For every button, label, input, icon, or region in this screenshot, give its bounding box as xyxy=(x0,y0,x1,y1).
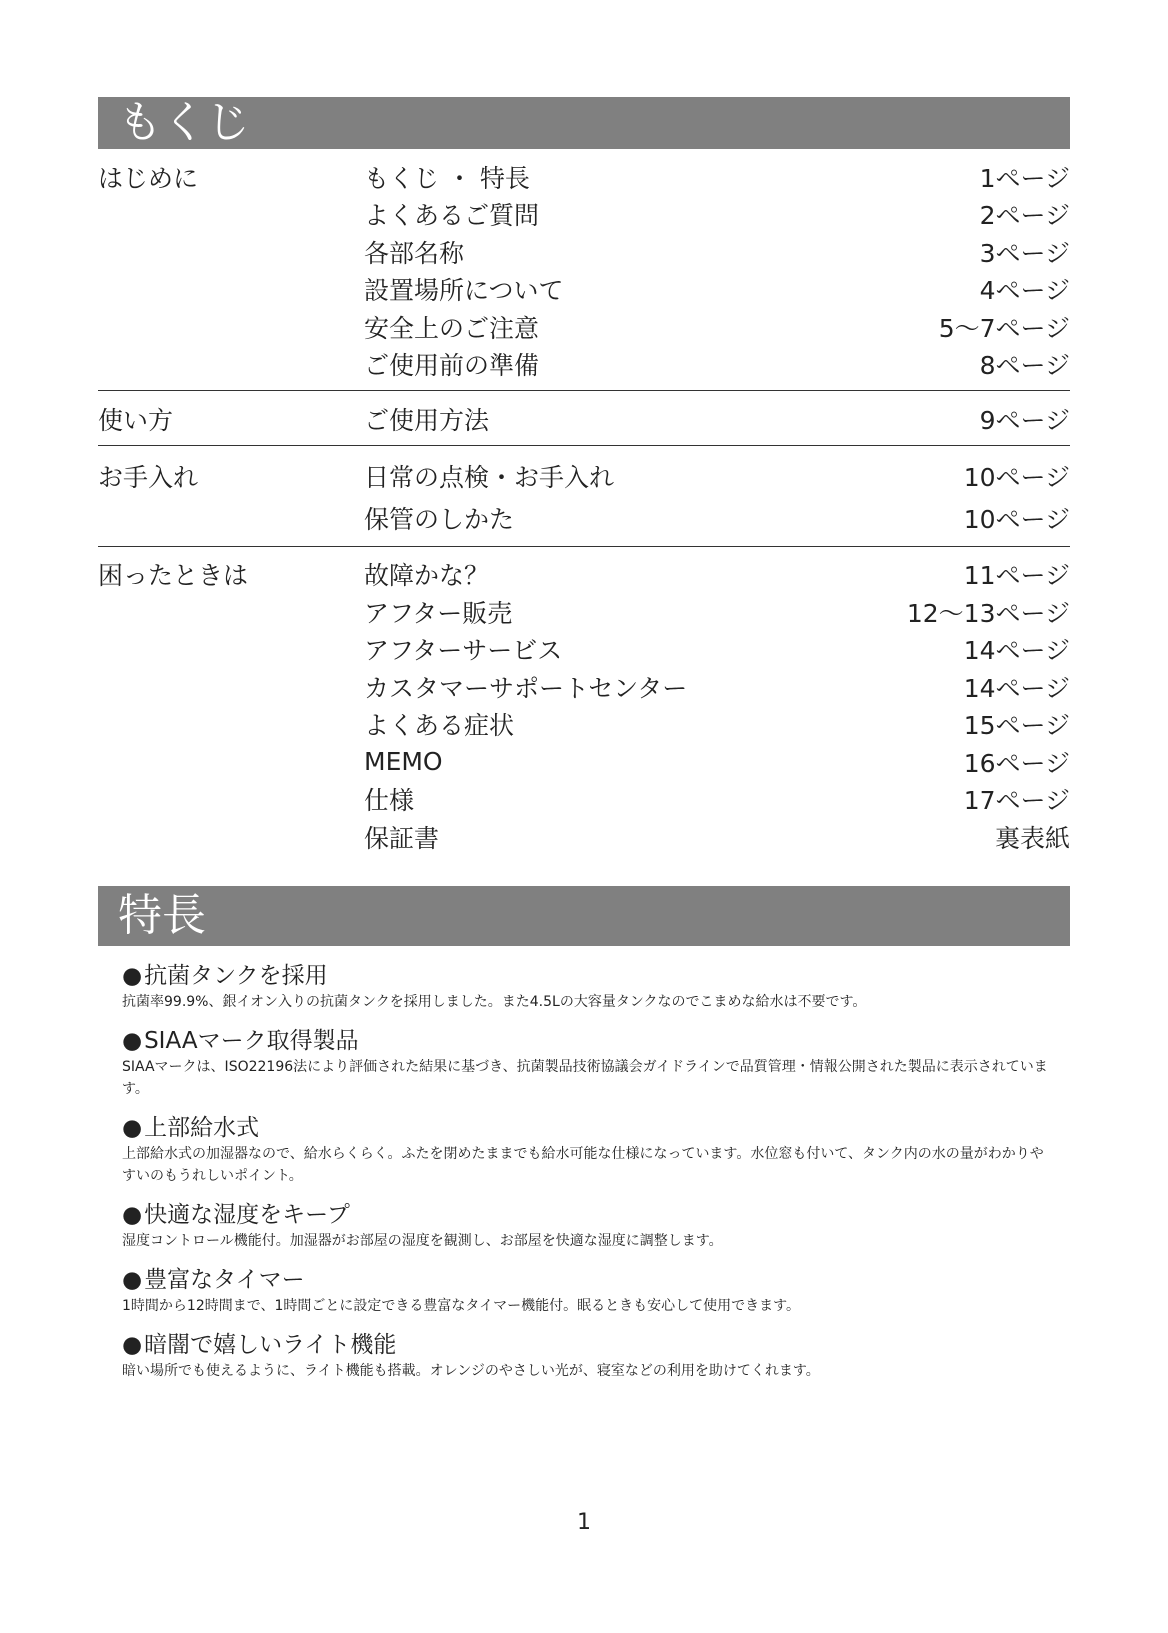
toc-entry-page: 14ページ xyxy=(963,636,1070,666)
toc-entry-title: よくあるご質問 xyxy=(364,201,540,231)
toc-entry-title: 各部名称 xyxy=(364,238,465,268)
toc-entry-page: 10ページ xyxy=(963,504,1070,534)
feature-title-text: 豊富なタイマー xyxy=(144,1267,305,1293)
page-number: 1 xyxy=(577,1510,591,1535)
toc-row[interactable] xyxy=(98,346,1070,384)
feature-item xyxy=(122,1266,1052,1317)
toc-entry-title: MEMO xyxy=(364,747,443,777)
feature-title-text: SIAAマーク取得製品 xyxy=(144,1028,359,1054)
feature-title xyxy=(122,1114,1052,1143)
toc-entry-page: 15ページ xyxy=(963,711,1070,741)
toc-entry-page: 裏表紙 xyxy=(994,823,1070,853)
toc-entry-page: 4ページ xyxy=(979,276,1070,306)
feature-item xyxy=(122,1027,1052,1100)
feature-title-text: 抗菌タンクを採用 xyxy=(144,963,328,989)
toc-entry-title: カスタマーサポートセンター xyxy=(364,673,688,703)
toc-row[interactable] xyxy=(98,196,1070,234)
feature-title xyxy=(122,1027,1052,1056)
bullet-icon: ● xyxy=(122,1267,143,1293)
bullet-icon: ● xyxy=(122,1202,143,1228)
toc-section-hajimeni xyxy=(98,156,1070,391)
toc-row[interactable] xyxy=(98,556,1070,594)
bullet-icon: ● xyxy=(122,1028,143,1054)
toc-entry-title: ご使用方法 xyxy=(364,405,490,435)
toc-entry-page: 2ページ xyxy=(979,201,1070,231)
toc-row[interactable] xyxy=(98,455,1070,497)
toc-entry-title: 故障かな？ xyxy=(364,561,490,591)
toc-entry-title: もくじ ・ 特長 xyxy=(364,163,530,193)
table-of-contents xyxy=(98,156,1070,870)
toc-row[interactable] xyxy=(98,818,1070,856)
feature-item xyxy=(122,1114,1052,1187)
toc-entry-title: 日常の点検・お手入れ xyxy=(364,462,615,492)
toc-entry-title: 設置場所について xyxy=(364,276,564,306)
toc-section-tsukaikata xyxy=(98,398,1070,446)
toc-entry-page: 14ページ xyxy=(963,673,1070,703)
toc-section-oteire xyxy=(98,453,1070,547)
toc-entry-page: 10ページ xyxy=(963,462,1070,492)
toc-section-label: お手入れ xyxy=(98,462,199,492)
feature-description: 湿度コントロール機能付。加湿器がお部屋の湿度を観測し、お部屋を快適な湿度に調整します。 xyxy=(122,1233,723,1249)
bullet-icon: ● xyxy=(122,963,143,989)
toc-row[interactable] xyxy=(98,781,1070,819)
feature-item xyxy=(122,1331,1052,1382)
toc-entry-title: 仕様 xyxy=(364,786,415,816)
toc-entry-page: 5～7ページ xyxy=(938,313,1070,343)
toc-entry-title: 安全上のご注意 xyxy=(364,313,540,343)
feature-description: 1時間から12時間まで、1時間ごとに設定できる豊富なタイマー機能付。眠るときも安心して使用できます。 xyxy=(122,1298,800,1314)
toc-row[interactable] xyxy=(98,400,1070,438)
feature-title xyxy=(122,962,1052,991)
feature-item xyxy=(122,962,1052,1013)
feature-description: 抗菌率99.9%、銀イオン入りの抗菌タンクを採用しました。また4.5Lの大容量タンクなのでこまめな給水は不要です。 xyxy=(122,994,867,1010)
features-heading: 特長 xyxy=(98,886,1070,946)
feature-title-text: 上部給水式 xyxy=(144,1115,260,1141)
toc-row[interactable] xyxy=(98,631,1070,669)
toc-entry-page: 8ページ xyxy=(979,351,1070,381)
feature-title xyxy=(122,1201,1052,1230)
feature-description: 暗い場所でも使えるように、ライト機能も搭載。オレンジのやさしい光が、寝室などの利用を助けてくれます。 xyxy=(122,1363,820,1379)
toc-entry-page: 12～13ページ xyxy=(906,598,1070,628)
features-list xyxy=(122,962,1052,1396)
feature-title-text: 快適な湿度をキープ xyxy=(144,1202,350,1228)
toc-row[interactable] xyxy=(98,593,1070,631)
toc-section-label: はじめに xyxy=(98,163,199,193)
bullet-icon: ● xyxy=(122,1332,143,1358)
toc-row[interactable] xyxy=(98,308,1070,346)
toc-entry-title: アフターサービス xyxy=(364,636,563,666)
toc-entry-title: よくある症状 xyxy=(364,711,515,741)
toc-entry-page: 11ページ xyxy=(963,561,1070,591)
toc-row[interactable] xyxy=(98,706,1070,744)
toc-entry-title: 保管のしかた xyxy=(364,504,515,534)
toc-entry-title: 保証書 xyxy=(364,823,440,853)
toc-section-label: 困ったときは xyxy=(98,561,249,591)
bullet-icon: ● xyxy=(122,1115,143,1141)
feature-title-text: 暗闇で嬉しいライト機能 xyxy=(144,1332,397,1358)
toc-row[interactable] xyxy=(98,271,1070,309)
toc-row[interactable] xyxy=(98,233,1070,271)
toc-section-troubleshooting xyxy=(98,554,1070,863)
toc-entry-page: 1ページ xyxy=(979,163,1070,193)
toc-row[interactable] xyxy=(98,158,1070,196)
toc-entry-page: 9ページ xyxy=(979,405,1070,435)
toc-entry-page: 3ページ xyxy=(979,238,1070,268)
feature-description: 上部給水式の加湿器なので、給水らくらく。ふたを閉めたままでも給水可能な仕様になっています。水位窓も付いて、タンク内の水の量がわかりやすいのもうれしいポイント。 xyxy=(122,1146,1044,1184)
toc-row[interactable] xyxy=(98,668,1070,706)
toc-row[interactable] xyxy=(98,743,1070,781)
feature-description: SIAAマークは、ISO22196法により評価された結果に基づき、抗菌製品技術協議会ガイドラインで品質管理・情報公開された製品に表示されています。 xyxy=(122,1059,1048,1097)
toc-entry-title: アフター販売 xyxy=(364,598,513,628)
feature-title xyxy=(122,1331,1052,1360)
feature-title xyxy=(122,1266,1052,1295)
toc-row[interactable] xyxy=(98,497,1070,539)
toc-entry-page: 17ページ xyxy=(963,786,1070,816)
toc-entry-title: ご使用前の準備 xyxy=(364,351,540,381)
toc-entry-page: 16ページ xyxy=(963,748,1070,778)
toc-section-label: 使い方 xyxy=(98,405,174,435)
feature-item xyxy=(122,1201,1052,1252)
toc-heading: もくじ xyxy=(98,97,1070,149)
